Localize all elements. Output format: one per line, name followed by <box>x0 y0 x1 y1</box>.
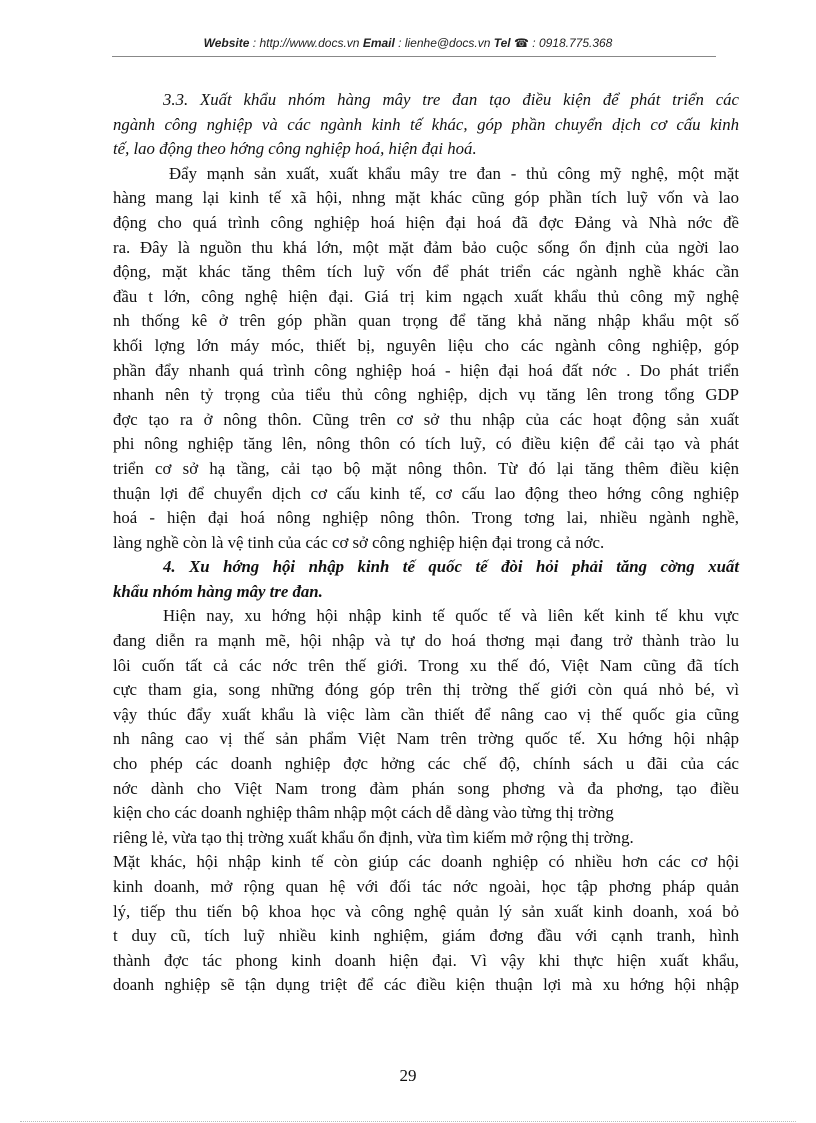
paragraph-line: nh thống kê ở trên góp phần quan trọng để tăng khả năng nhập khẩu một số <box>113 311 739 331</box>
paragraph-line: hàng mang lại kinh tế xã hội, nhng mặt khác cũng góp phần tích luỹ vốn và lao <box>113 188 739 208</box>
paragraph-line: phi nông nghiệp tăng lên, nông thôn có tích luỹ, có điều kiện để cải tạo và phát <box>113 434 739 454</box>
heading-line: khẩu nhóm hàng mây tre đan. <box>113 581 323 601</box>
paragraph-line: Mặt khác, hội nhập kinh tế còn giúp các doanh nghiệp có nhiều hơn các cơ hội <box>113 852 739 872</box>
heading-line: 3.3. Xuất khẩu nhóm hàng mây tre đan tạo điều kiện để phát triển các <box>163 90 739 109</box>
paragraph-line: kiện cho các doanh nghiệp thâm nhập một cách dễ dàng vào từng thị trờng <box>113 803 614 823</box>
paragraph-line: cực tham gia, song những đóng góp trên thị trờng thế giới còn quá nhỏ bé, vì <box>113 680 739 700</box>
paragraph-line: vậy thúc đẩy xuất khẩu là việc làm cần thiết để nâng cao vị thế quốc gia cũng <box>113 704 739 724</box>
section-3-3-paragraph <box>113 162 739 556</box>
paragraph-line: nớc dành cho Việt Nam trong đàm phán song phơng và đa phơng, tạo điều <box>113 778 739 798</box>
paragraph-line: triển cơ sở hạ tầng, cải tạo bộ mặt nông thôn. Từ đó lại tăng thêm điều kiện <box>113 458 739 478</box>
paragraph-line: nhanh nên tỷ trọng của tiểu thủ công nghiệp, dịch vụ tăng lên trong tổng GDP <box>113 385 739 405</box>
paragraph-line: riêng lẻ, vừa tạo thị trờng xuất khẩu ổn định, vừa tìm kiếm mở rộng thị trờng. <box>113 827 634 847</box>
email-value: : lienhe@docs.vn <box>394 36 494 50</box>
paragraph-line: khối lợng lớn máy móc, thiết bị, nguyên liệu cho các ngành công nghiệp, góp <box>113 335 739 355</box>
footer-divider <box>20 1121 796 1122</box>
page-number: 29 <box>399 1066 417 1085</box>
paragraph-line: làng nghề còn là vệ tinh của các cơ sở công nghiệp hiện đại trong cả nớc. <box>113 532 605 552</box>
tel-value: ☎ : 0918.775.368 <box>510 36 613 50</box>
paragraph-line: thuận lợi để chuyển dịch cơ cấu kinh tế, cơ cấu lao động theo hớng công nghiệp <box>113 483 739 503</box>
paragraph-line: doanh nghiệp sẽ tận dụng triệt để các điều kiện thuận lợi mà xu hớng hội nhập <box>113 975 739 995</box>
paragraph-line: động cho quá trình công nghiệp hoá hiện đại hoá đã đợc Đảng và Nhà nớc đề <box>113 212 739 232</box>
paragraph-line: phần đẩy nhanh quá trình công nghiệp hoá - hiện đại hoá đất nớc . Do phát triển <box>113 360 739 380</box>
paragraph-line: đợc tạo ra ở nông thôn. Cũng trên cơ sở thu nhập của các hoạt động sản xuất <box>113 409 739 429</box>
paragraph-line: đang diễn ra mạnh mẽ, hội nhập và tự do hoá thơng mại đang trở thành trào lu <box>113 631 739 651</box>
tel-label: Tel <box>493 36 511 50</box>
heading-line: tế, lao động theo hớng công nghiệp hoá, hiện đại hoá. <box>113 139 477 159</box>
paragraph-line: Hiện nay, xu hớng hội nhập kinh tế quốc tế và liên kết kinh tế khu vực <box>163 606 739 626</box>
paragraph-line: ra. Đây là nguồn thu khá lớn, một mặt đảm bảo cuộc sống ổn định của ngời lao <box>113 237 739 257</box>
website-value: : http://www.docs.vn <box>249 36 363 50</box>
paragraph-line: nh nâng cao vị thế sản phẩm Việt Nam trên trờng quốc tế. Xu hớng hội nhập <box>113 729 739 749</box>
paragraph-line: cho phép các doanh nghiệp đợc hởng các chế độ, chính sách u đãi của các <box>113 754 739 774</box>
section-3-3-heading <box>113 88 739 162</box>
paragraph-line: kinh doanh, mở rộng quan hệ với đối tác nớc ngoài, học tập phơng pháp quản <box>113 877 739 896</box>
paragraph-line: thành đợc tác phong kinh doanh hiện đại. Vì vậy khi thực hiện xuất khẩu, <box>113 950 739 970</box>
heading-line: ngành công nghiệp và các ngành kinh tế khác, góp phần chuyển dịch cơ cấu kinh <box>113 114 739 134</box>
email-label: Email <box>362 36 395 50</box>
section-4-heading <box>113 555 739 604</box>
paragraph-line: t duy cũ, tích luỹ nhiều kinh nghiệm, giám đơng đầu với cạnh tranh, hình <box>113 926 739 946</box>
page-header <box>0 36 816 50</box>
header-divider <box>112 56 716 57</box>
website-label: Website <box>203 36 250 50</box>
heading-line: 4. Xu hớng hội nhập kinh tế quốc tế đòi hỏi phải tăng cờng xuất <box>163 557 739 577</box>
paragraph-line: động, mặt khác tăng thêm tích luỹ vốn để phát triển các ngành nghề khác cần <box>113 262 739 282</box>
paragraph-line: hoá - hiện đại hoá nông nghiệp nông thôn. Trong tơng lai, nhiều ngành nghề, <box>113 508 739 528</box>
paragraph-line: Đẩy mạnh sản xuất, xuất khẩu mây tre đan - thủ công mỹ nghệ, một mặt <box>169 163 739 183</box>
section-4-paragraph <box>113 604 739 998</box>
paragraph-line: lý, tiếp thu tiến bộ khoa học và công nghệ quản lý sản xuất kinh doanh, xoá bỏ <box>113 901 739 921</box>
paragraph-line: đầu t lớn, công nghệ hiện đại. Giá trị kim ngạch xuất khẩu thủ công mỹ nghệ <box>113 286 739 306</box>
paragraph-line: lôi cuốn tất cả các nớc trên thế giới. Trong xu thế đó, Việt Nam cũng đã tích <box>113 655 739 675</box>
document-body <box>113 88 739 998</box>
